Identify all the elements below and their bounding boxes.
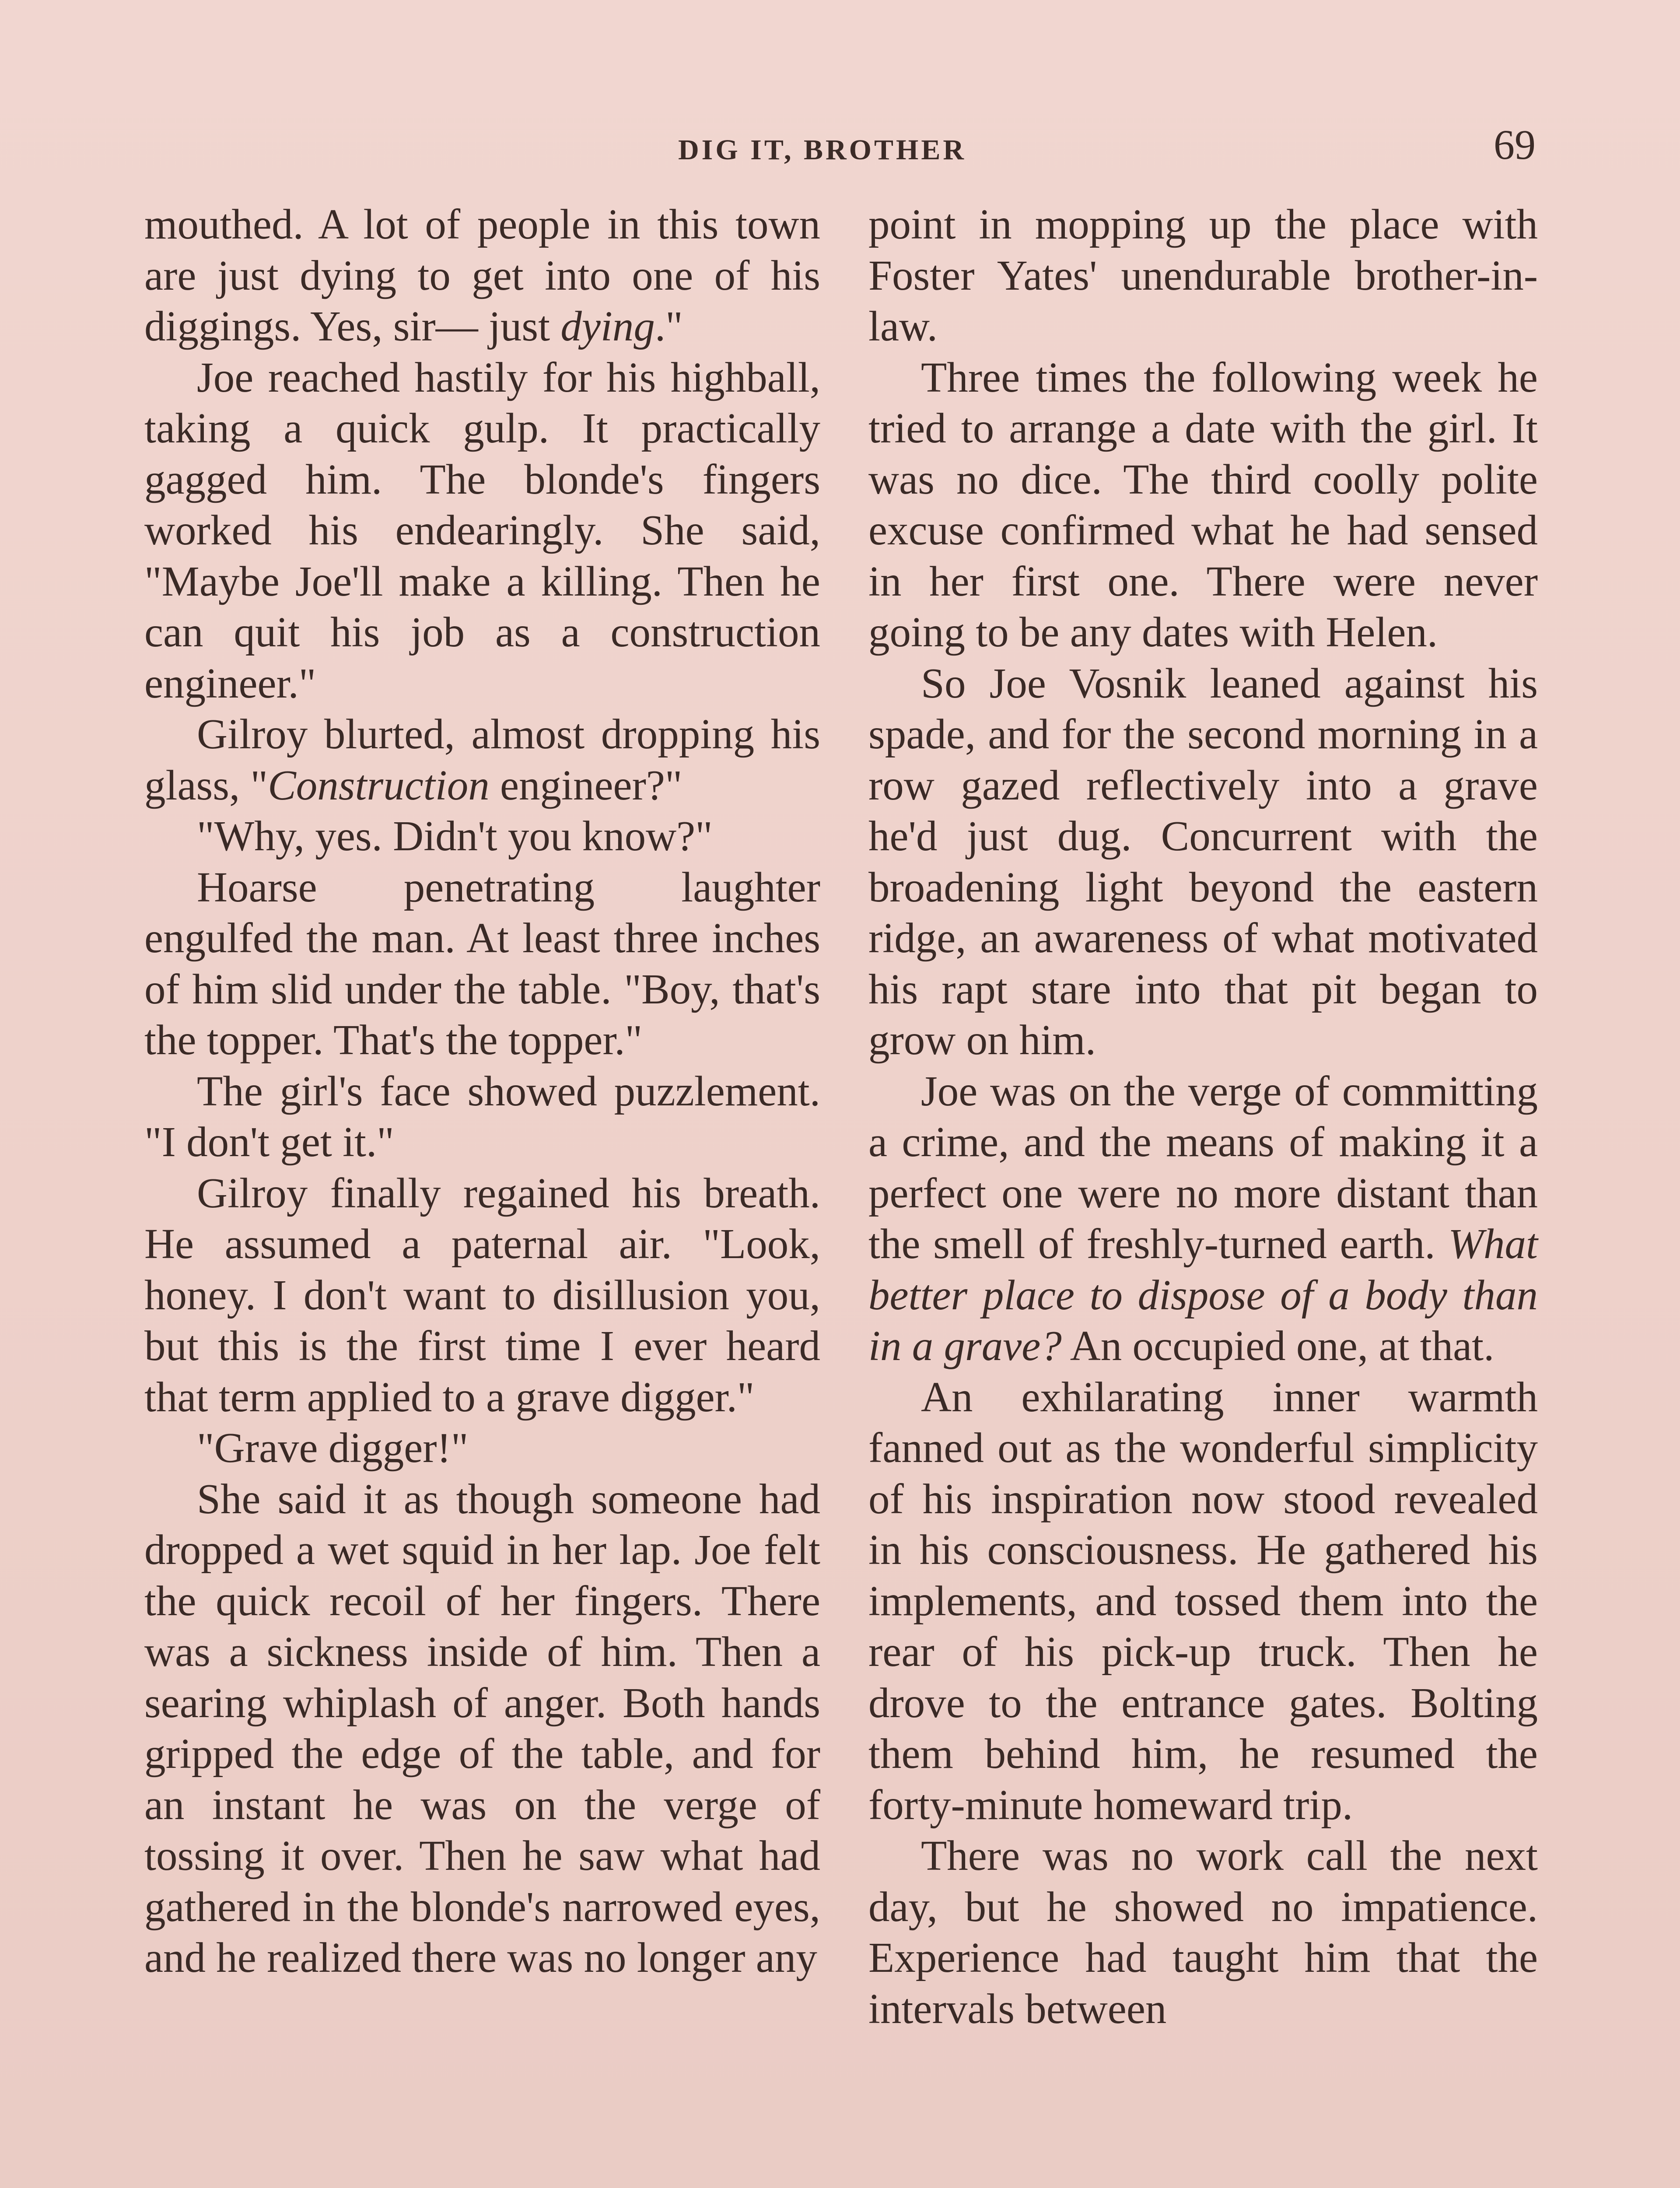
text-run: She said it as though someone had dropped a wet squid in her lap. Joe felt the quick recoil of her fingers. There was a sickness inside of him. Then a searing whiplash of anger. Both hands gripped the edge of the table, and for an instant he was on the verge of tossing it over. Then he saw what had gathered in the blonde's narrowed eyes, and he realized there was no longer any xyxy=(144,1475,820,1981)
paragraph xyxy=(144,1066,820,1168)
italic-text: What better place to dispose of a body than in a grave? xyxy=(868,1220,1538,1369)
italic-text: Construction xyxy=(268,761,490,809)
paragraph xyxy=(144,709,820,811)
text-run: Joe was on the verge of committing a crime, and the means of making it a perfect one were no more distant than the smell of freshly-turned earth. xyxy=(868,1067,1538,1267)
text-column-right xyxy=(868,199,1538,2034)
italic-text: dying xyxy=(560,303,655,350)
paragraph xyxy=(144,1168,820,1423)
text-run: engineer?" xyxy=(489,761,682,809)
paragraph xyxy=(868,1372,1538,1831)
text-run: The girl's face showed puzzlement. "I don't get it." xyxy=(144,1067,820,1165)
text-run: An exhilarating inner warmth fanned out as the wonderful simplicity of his inspiration now stood revealed in his consciousness. He gathered his implements, and tossed them into the rear of his pick-up truck. Then he drove to the entrance gates. Bolting them behind him, he resumed the forty-minute homeward trip. xyxy=(868,1373,1538,1828)
paragraph xyxy=(144,352,820,709)
text-run: Joe reached hastily for his highball, taking a quick gulp. It practically gagged him. The blonde's fingers worked his endearingly. She said, "Maybe Joe'll make a killing. Then he can quit his job as a construction engineer." xyxy=(144,354,820,707)
paragraph xyxy=(144,811,820,862)
text-run: Gilroy finally regained his breath. He assumed a paternal air. "Look, honey. I don't want to disillusion you, but this is the first time I ever heard that term applied to a grave digger." xyxy=(144,1169,820,1420)
text-run: "Grave digger!" xyxy=(197,1424,469,1471)
text-run: Hoarse penetrating laughter engulfed the man. At least three inches of him slid under the table. "Boy, that's the topper. That's the topper." xyxy=(144,863,820,1063)
page-header xyxy=(144,121,1536,177)
paragraph xyxy=(868,1830,1538,2034)
text-run: "Why, yes. Didn't you know?" xyxy=(197,813,713,859)
paragraph xyxy=(868,199,1538,352)
text-column-left xyxy=(144,199,820,1984)
text-run: So Joe Vosnik leaned against his spade, and for the second morning in a row gazed reflectively into a grave he'd just dug. Concurrent with the broadening light beyond the eastern ridge, an awareness of what motivated his rapt stare into that pit began to grow on him. xyxy=(868,659,1538,1063)
page-number: 69 xyxy=(1494,121,1536,168)
text-run: Gilroy blurted, almost dropping his glass, " xyxy=(144,711,820,809)
paragraph xyxy=(144,199,820,352)
running-title: DIG IT, BROTHER xyxy=(678,134,967,166)
paragraph xyxy=(144,1423,820,1474)
text-run: An occupied one, at that. xyxy=(1061,1322,1494,1369)
paragraph xyxy=(868,352,1538,658)
paragraph xyxy=(868,658,1538,1066)
paragraph xyxy=(868,1066,1538,1372)
paragraph xyxy=(144,1474,820,1984)
text-run: ." xyxy=(654,303,683,350)
text-run: point in mopping up the place with Foster Yates' unendurable brother-in-law. xyxy=(868,201,1538,350)
text-run: There was no work call the next day, but he showed no impatience. Experience had taught him that the intervals between xyxy=(868,1832,1538,2032)
paragraph xyxy=(144,862,820,1066)
text-run: mouthed. A lot of people in this town are just dying to get into one of his diggings. Yes, sir— just xyxy=(144,201,820,350)
text-run: Three times the following week he tried to arrange a date with the girl. It was no dice. The third coolly polite excuse confirmed what he had sensed in her first one. There were never going to be any dates with Helen. xyxy=(868,354,1538,656)
